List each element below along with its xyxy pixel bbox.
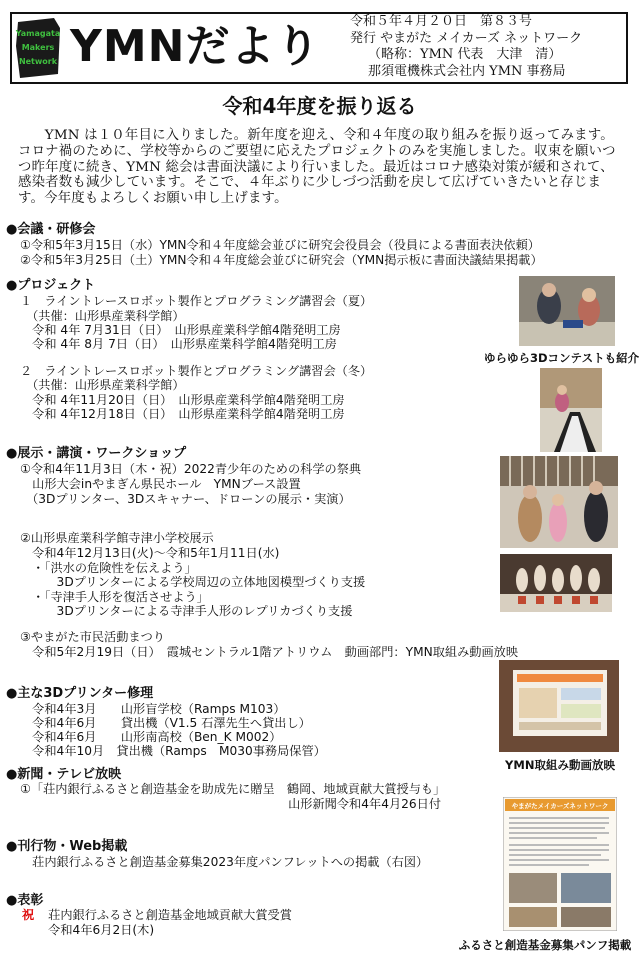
exhibit-line: ・「洪水の危険性を伝えよう」 — [20, 561, 197, 575]
abbreviation: （略称：YMN 代表 大津 清） — [368, 47, 562, 62]
section-title-awards: ●表彰 — [6, 893, 44, 908]
issue-info — [350, 14, 628, 80]
exhibit-line: ②山形県産業科学館寺津小学校展示 — [20, 531, 214, 545]
pamphlet-image — [503, 797, 617, 931]
robot-workshop-photo — [519, 276, 615, 346]
exhibit-line: 3Dプリンターによる学校周辺の立体地図模型づくり支援 — [20, 575, 366, 589]
repair-line: 令和4年6月 山形南高校（Ben_K M002） — [20, 730, 282, 744]
meeting-line: ①令和5年3月15日（水）YMN令和４年度総会並びに研究会役員会（役員による書面表決依頼） — [20, 238, 540, 252]
office: 那須電機株式会社内 YMN 事務局 — [368, 63, 566, 79]
page-heading: 令和4年度を振り返る — [222, 94, 417, 118]
meeting-line: ②令和5年3月25日（土）YMN令和４年度総会並びに研究会（YMN掲示板に書面決議結果掲載） — [20, 253, 543, 267]
caption-pamphlet: ふるさと創造基金募集パンフ掲載 — [458, 938, 632, 952]
dolls-exhibit-photo — [500, 554, 612, 612]
project-line: 令和 4年 7月31日（日） 山形県産業科学館4階発明工房 — [20, 323, 341, 337]
intro-paragraph: YMN は１０年目に入りました。新年度を迎え、令和４年度の取り組みを振り返ってみます。コロナ禍のために、学校等からのご要望に応えたプロジェクトのみを実施しました。収束を願いつつ昨年度に続き、YMN 総会は書面決議により行いました。最近はコロナ感染対策が緩和されて、感染者数も減少しています。そこで、４年ぶりに少しづつ活動を戻して広げていきたいと存じます。今年度もよろしくお願い申し上げます。 — [18, 128, 616, 207]
section-title-projects: ●プロジェクト — [6, 278, 96, 293]
repair-line: 令和4年6月 貸出機（V1.5 石澤先生へ貸出し） — [20, 716, 311, 730]
project-line: １ ライントレースロボット製作とプログラミング講習会（夏） — [20, 294, 373, 308]
logo-text-2: Makers — [21, 43, 55, 52]
exhibit-line: ①令和4年11月3日（木・祝）2022青少年のための科学の祭典 — [20, 462, 362, 476]
news-line: 山形新聞令和4年4月26日付 — [20, 797, 442, 811]
video-screening-photo — [499, 660, 619, 752]
section-title-repairs: ●主な3Dプリンター修理 — [6, 686, 154, 701]
caption-video: YMN取組み動画放映 — [505, 758, 615, 772]
robot-course-photo — [540, 368, 602, 452]
exhibit-line: ③やまがた市民活動まつり — [20, 630, 165, 644]
section-title-news: ●新聞・テレビ放映 — [6, 767, 122, 782]
exhibit-line: 3Dプリンターによる寺津手人形のレプリカづくり支援 — [20, 604, 353, 618]
exhibit-line: 山形大会inやまぎん県民ホール YMNブース設置 — [20, 477, 301, 491]
exhibit-line: （3Dプリンター、3Dスキャナー、ドローンの展示・実演） — [20, 492, 351, 506]
celebration-mark: 祝 — [22, 908, 35, 922]
news-line: ①「荘内銀行ふるさと創造基金を助成先に贈呈 鶴岡、地域貢献大賞授与も」 — [20, 782, 446, 796]
newsletter-title: YMNだより — [70, 21, 321, 72]
award-line: 令和4年6月2日(木) — [36, 923, 155, 937]
exhibit-line: 令和5年2月19日（日） 霞城セントラル1階アトリウム 動画部門：YMN取組み動画放映 — [20, 645, 519, 659]
project-line: 令和 4年11月20日（日） 山形県産業科学館4階発明工房 — [20, 393, 345, 407]
project-line: 令和 4年 8月 7日（日） 山形県産業科学館4階発明工房 — [20, 337, 337, 351]
section-title-meetings: ●会議・研修会 — [6, 222, 96, 237]
project-line: 令和 4年12月18日（日） 山形県産業科学館4階発明工房 — [20, 407, 345, 421]
publication-line: 荘内銀行ふるさと創造基金募集2023年度パンフレットへの掲載（右図） — [20, 855, 429, 869]
publisher: 発行 やまがた メイカーズ ネットワーク — [350, 30, 583, 46]
science-festival-photo — [500, 456, 618, 548]
pamphlet-title: やまがたメイカーズネットワーク — [511, 802, 609, 810]
award-line: 荘内銀行ふるさと創造基金地域貢献大賞受賞 — [36, 908, 292, 922]
section-title-exhibits: ●展示・講演・ワークショップ — [6, 446, 187, 461]
exhibit-line: ・「寺津手人形を復活させよう」 — [20, 590, 209, 604]
project-line: ２ ライントレースロボット製作とプログラミング講習会（冬） — [20, 364, 373, 378]
repair-line: 令和4年3月 山形盲学校（Ramps M103） — [20, 702, 286, 716]
ymn-logo — [14, 16, 62, 80]
logo-text-3: Network — [18, 57, 58, 66]
section-title-publications: ●刊行物・Web掲載 — [6, 839, 128, 854]
caption-yurayura: ゆらゆら3Dコンテストも紹介 — [484, 351, 639, 365]
exhibit-line: 令和4年12月13日(火)～令和5年1月11日(水) — [20, 546, 280, 560]
project-line: （共催：山形県産業科学館） — [20, 378, 185, 392]
logo-text-1: Yamagata — [15, 29, 61, 38]
issue-date: 令和５年４月２０日 第８３号 — [350, 14, 533, 29]
project-line: （共催：山形県産業科学館） — [20, 309, 185, 323]
repair-line: 令和4年10月 貸出機（Ramps M030事務局保管） — [20, 744, 326, 758]
